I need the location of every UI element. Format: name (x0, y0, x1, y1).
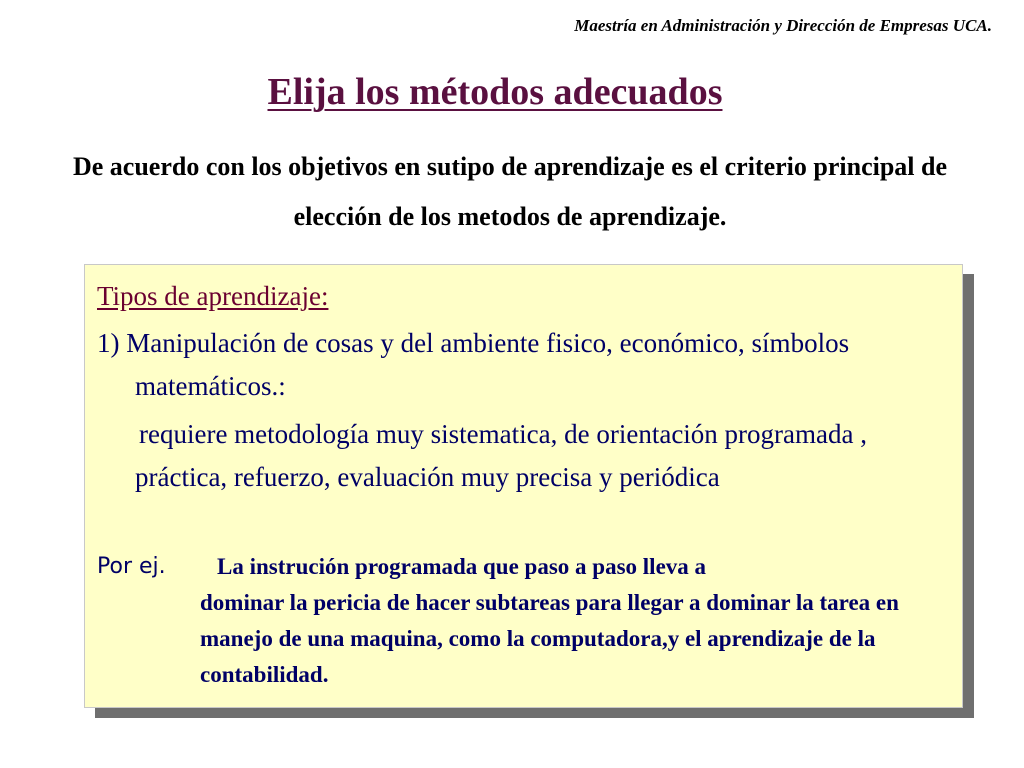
slide-title-text: Elija los métodos adecuados (267, 71, 723, 113)
intro-paragraph: De acuerdo con los objetivos en sutipo de aprendizaje es el criterio principal de elección de los metodos de aprendizaje. (72, 152, 948, 231)
learning-type-item-1: 1) Manipulación de cosas y del ambiente fisico, económico, símbolos matemáticos.: (97, 328, 850, 401)
content-box (84, 264, 963, 708)
example-label: Por ej. (97, 554, 166, 579)
learning-types-heading: Tipos de aprendizaje: (97, 281, 329, 311)
header-note: Maestría en Administración y Dirección de Empresas UCA. (574, 16, 992, 35)
slide-title (0, 70, 990, 114)
example-text: dominar la pericia de hacer subtareas para llegar a dominar la tarea en manejo de una maquina, como la computadora,y el aprendizaje de la contabilidad. (200, 590, 899, 687)
learning-type-item-1-detail: requiere metodología muy sistematica, de orientación programada , práctica, refuerzo, evaluación muy precisa y periódica (135, 419, 867, 492)
example-first-line: La instrución programada que paso a paso lleva a (217, 554, 707, 579)
